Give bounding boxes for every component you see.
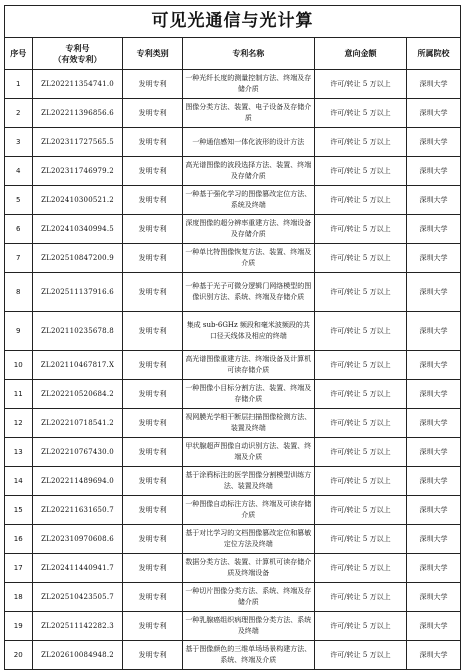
row-index: 12 <box>5 409 33 438</box>
row-index: 3 <box>5 128 33 157</box>
row-patent-no: ZL202510423505.7 <box>32 583 123 612</box>
row-index: 15 <box>5 496 33 525</box>
row-name: 一种单比特图像恢复方法、装置、终端及介质 <box>182 244 314 273</box>
row-university: 深圳大学 <box>406 554 460 583</box>
row-type: 发明专利 <box>123 438 182 467</box>
row-university: 深圳大学 <box>406 612 460 641</box>
row-name: 一种乳腺癌组织病理图像分类方法、系统及终端 <box>182 612 314 641</box>
row-index: 7 <box>5 244 33 273</box>
table-row <box>5 186 461 215</box>
header-amount: 意向金额 <box>314 38 406 70</box>
header-name: 专利名称 <box>182 38 314 70</box>
row-amount: 许可/转让 5 万以上 <box>314 380 406 409</box>
row-patent-no: ZL202510847200.9 <box>32 244 123 273</box>
row-patent-no: ZL202310970608.6 <box>32 525 123 554</box>
row-university: 深圳大学 <box>406 641 460 670</box>
row-type: 发明专利 <box>123 215 182 244</box>
row-name: 一种通信感知一体化波形的设计方法 <box>182 128 314 157</box>
row-patent-no: ZL202110467817.X <box>32 351 123 380</box>
row-name: 视网膜光学相干断层扫描图像检测方法、装置及终端 <box>182 409 314 438</box>
table-row <box>5 496 461 525</box>
row-amount: 许可/转让 5 万以上 <box>314 496 406 525</box>
row-name: 数据分类方法、装置、计算机可读存储介质及终端设备 <box>182 554 314 583</box>
row-university: 深圳大学 <box>406 351 460 380</box>
row-university: 深圳大学 <box>406 496 460 525</box>
row-index: 4 <box>5 157 33 186</box>
row-name: 一种基于强化学习的图像篡改定位方法、系统及终端 <box>182 186 314 215</box>
table-header-row <box>5 38 461 70</box>
row-type: 发明专利 <box>123 409 182 438</box>
table-row <box>5 157 461 186</box>
header-index: 序号 <box>5 38 33 70</box>
row-type: 发明专利 <box>123 128 182 157</box>
table-row <box>5 351 461 380</box>
row-amount: 许可/转让 5 万以上 <box>314 312 406 351</box>
table-row <box>5 641 461 670</box>
row-index: 2 <box>5 99 33 128</box>
row-patent-no: ZL202210718541.2 <box>32 409 123 438</box>
row-type: 发明专利 <box>123 312 182 351</box>
row-name: 高光谱图像重建方法、终端设备及计算机可读存储介质 <box>182 351 314 380</box>
row-university: 深圳大学 <box>406 273 460 312</box>
row-amount: 许可/转让 5 万以上 <box>314 70 406 99</box>
row-university: 深圳大学 <box>406 467 460 496</box>
row-name: 集成 sub-6GHz 频段和毫米波频段的共口径天线体及相应的终端 <box>182 312 314 351</box>
row-name: 基于对比学习的文档图像篡改定位和篡敏定位方法及终端 <box>182 525 314 554</box>
row-amount: 许可/转让 5 万以上 <box>314 525 406 554</box>
row-patent-no: ZL202211631650.7 <box>32 496 123 525</box>
row-university: 深圳大学 <box>406 70 460 99</box>
row-index: 19 <box>5 612 33 641</box>
row-index: 5 <box>5 186 33 215</box>
row-index: 8 <box>5 273 33 312</box>
row-name: 基于图像颜色的三维单场场景构建方法、系统、终端及介质 <box>182 641 314 670</box>
row-amount: 许可/转让 5 万以上 <box>314 612 406 641</box>
row-name: 高光谱图像的波段选择方法、装置、终端及存储介质 <box>182 157 314 186</box>
row-type: 发明专利 <box>123 554 182 583</box>
row-index: 11 <box>5 380 33 409</box>
row-university: 深圳大学 <box>406 380 460 409</box>
table-row <box>5 380 461 409</box>
row-name: 深度图像的超分辨率重建方法、终端设备及存储介质 <box>182 215 314 244</box>
row-name: 一种图像小目标分割方法、装置、终端及存储介质 <box>182 380 314 409</box>
row-amount: 许可/转让 5 万以上 <box>314 244 406 273</box>
row-type: 发明专利 <box>123 273 182 312</box>
row-patent-no: ZL202410300521.2 <box>32 186 123 215</box>
header-patent-no <box>32 38 123 70</box>
table-row <box>5 525 461 554</box>
row-name: 图像分类方法、装置、电子设备及存储介质 <box>182 99 314 128</box>
header-patent-no-line2: （有效专利） <box>53 53 102 64</box>
row-patent-no: ZL202211396856.6 <box>32 99 123 128</box>
row-index: 10 <box>5 351 33 380</box>
row-patent-no: ZL202210520684.2 <box>32 380 123 409</box>
page-title <box>5 6 461 38</box>
row-amount: 许可/转让 5 万以上 <box>314 273 406 312</box>
table-row <box>5 467 461 496</box>
row-patent-no: ZL202110235678.8 <box>32 312 123 351</box>
row-university: 深圳大学 <box>406 312 460 351</box>
row-type: 发明专利 <box>123 99 182 128</box>
row-amount: 许可/转让 5 万以上 <box>314 351 406 380</box>
table-row <box>5 70 461 99</box>
header-type: 专利类别 <box>123 38 182 70</box>
row-amount: 许可/转让 5 万以上 <box>314 409 406 438</box>
row-type: 发明专利 <box>123 186 182 215</box>
table-row <box>5 215 461 244</box>
row-amount: 许可/转让 5 万以上 <box>314 554 406 583</box>
table-row <box>5 612 461 641</box>
row-university: 深圳大学 <box>406 409 460 438</box>
row-amount: 许可/转让 5 万以上 <box>314 128 406 157</box>
row-university: 深圳大学 <box>406 438 460 467</box>
row-patent-no: ZL202610084948.2 <box>32 641 123 670</box>
row-type: 发明专利 <box>123 641 182 670</box>
row-type: 发明专利 <box>123 583 182 612</box>
row-index: 17 <box>5 554 33 583</box>
row-patent-no: ZL202511137916.6 <box>32 273 123 312</box>
title-text: 可见光通信与光计算 <box>151 11 314 31</box>
row-index: 14 <box>5 467 33 496</box>
table-body <box>5 70 461 670</box>
row-name: 一种图像自动标注方法、终端及可读存储介质 <box>182 496 314 525</box>
row-amount: 许可/转让 5 万以上 <box>314 641 406 670</box>
row-patent-no: ZL202311727565.5 <box>32 128 123 157</box>
row-type: 发明专利 <box>123 351 182 380</box>
row-university: 深圳大学 <box>406 99 460 128</box>
row-patent-no: ZL202410340994.5 <box>32 215 123 244</box>
row-university: 深圳大学 <box>406 244 460 273</box>
table-row <box>5 409 461 438</box>
row-name: 一种光纤长度的测量控制方法、终端及存储介质 <box>182 70 314 99</box>
table-row <box>5 554 461 583</box>
row-amount: 许可/转让 5 万以上 <box>314 467 406 496</box>
row-university: 深圳大学 <box>406 157 460 186</box>
row-index: 6 <box>5 215 33 244</box>
row-amount: 许可/转让 5 万以上 <box>314 438 406 467</box>
header-university: 所属院校 <box>406 38 460 70</box>
row-type: 发明专利 <box>123 467 182 496</box>
row-patent-no: ZL202411440941.7 <box>32 554 123 583</box>
row-patent-no: ZL202511142282.3 <box>32 612 123 641</box>
row-amount: 许可/转让 5 万以上 <box>314 186 406 215</box>
row-type: 发明专利 <box>123 157 182 186</box>
table-row <box>5 244 461 273</box>
row-type: 发明专利 <box>123 496 182 525</box>
row-index: 20 <box>5 641 33 670</box>
table-row <box>5 99 461 128</box>
table-row <box>5 438 461 467</box>
row-type: 发明专利 <box>123 380 182 409</box>
row-university: 深圳大学 <box>406 128 460 157</box>
row-patent-no: ZL202211354741.0 <box>32 70 123 99</box>
row-name: 一种切片图像分类方法、系统、终端及存储介质 <box>182 583 314 612</box>
row-type: 发明专利 <box>123 612 182 641</box>
row-university: 深圳大学 <box>406 525 460 554</box>
row-patent-no: ZL202211489694.0 <box>32 467 123 496</box>
row-index: 16 <box>5 525 33 554</box>
row-patent-no: ZL202210767430.0 <box>32 438 123 467</box>
row-index: 9 <box>5 312 33 351</box>
patent-table <box>4 5 461 670</box>
table-row <box>5 273 461 312</box>
row-amount: 许可/转让 5 万以上 <box>314 583 406 612</box>
header-patent-no-line1: 专利号 <box>65 42 90 53</box>
table-row <box>5 583 461 612</box>
row-index: 18 <box>5 583 33 612</box>
table-row <box>5 128 461 157</box>
row-index: 1 <box>5 70 33 99</box>
table-row <box>5 312 461 351</box>
row-type: 发明专利 <box>123 244 182 273</box>
row-university: 深圳大学 <box>406 215 460 244</box>
row-university: 深圳大学 <box>406 186 460 215</box>
row-name: 甲状腺超声图像自动识别方法、装置、终端及介质 <box>182 438 314 467</box>
row-amount: 许可/转让 5 万以上 <box>314 99 406 128</box>
row-type: 发明专利 <box>123 70 182 99</box>
row-university: 深圳大学 <box>406 583 460 612</box>
row-name: 基于涂鸦标注的医学图像分割模型训练方法、装置及终端 <box>182 467 314 496</box>
row-patent-no: ZL202311746979.2 <box>32 157 123 186</box>
row-index: 13 <box>5 438 33 467</box>
row-name: 一种基于光子可微分逻辑门网络模型的图像识别方法、系统、终端及存储介质 <box>182 273 314 312</box>
row-type: 发明专利 <box>123 525 182 554</box>
row-amount: 许可/转让 5 万以上 <box>314 157 406 186</box>
row-amount: 许可/转让 5 万以上 <box>314 215 406 244</box>
